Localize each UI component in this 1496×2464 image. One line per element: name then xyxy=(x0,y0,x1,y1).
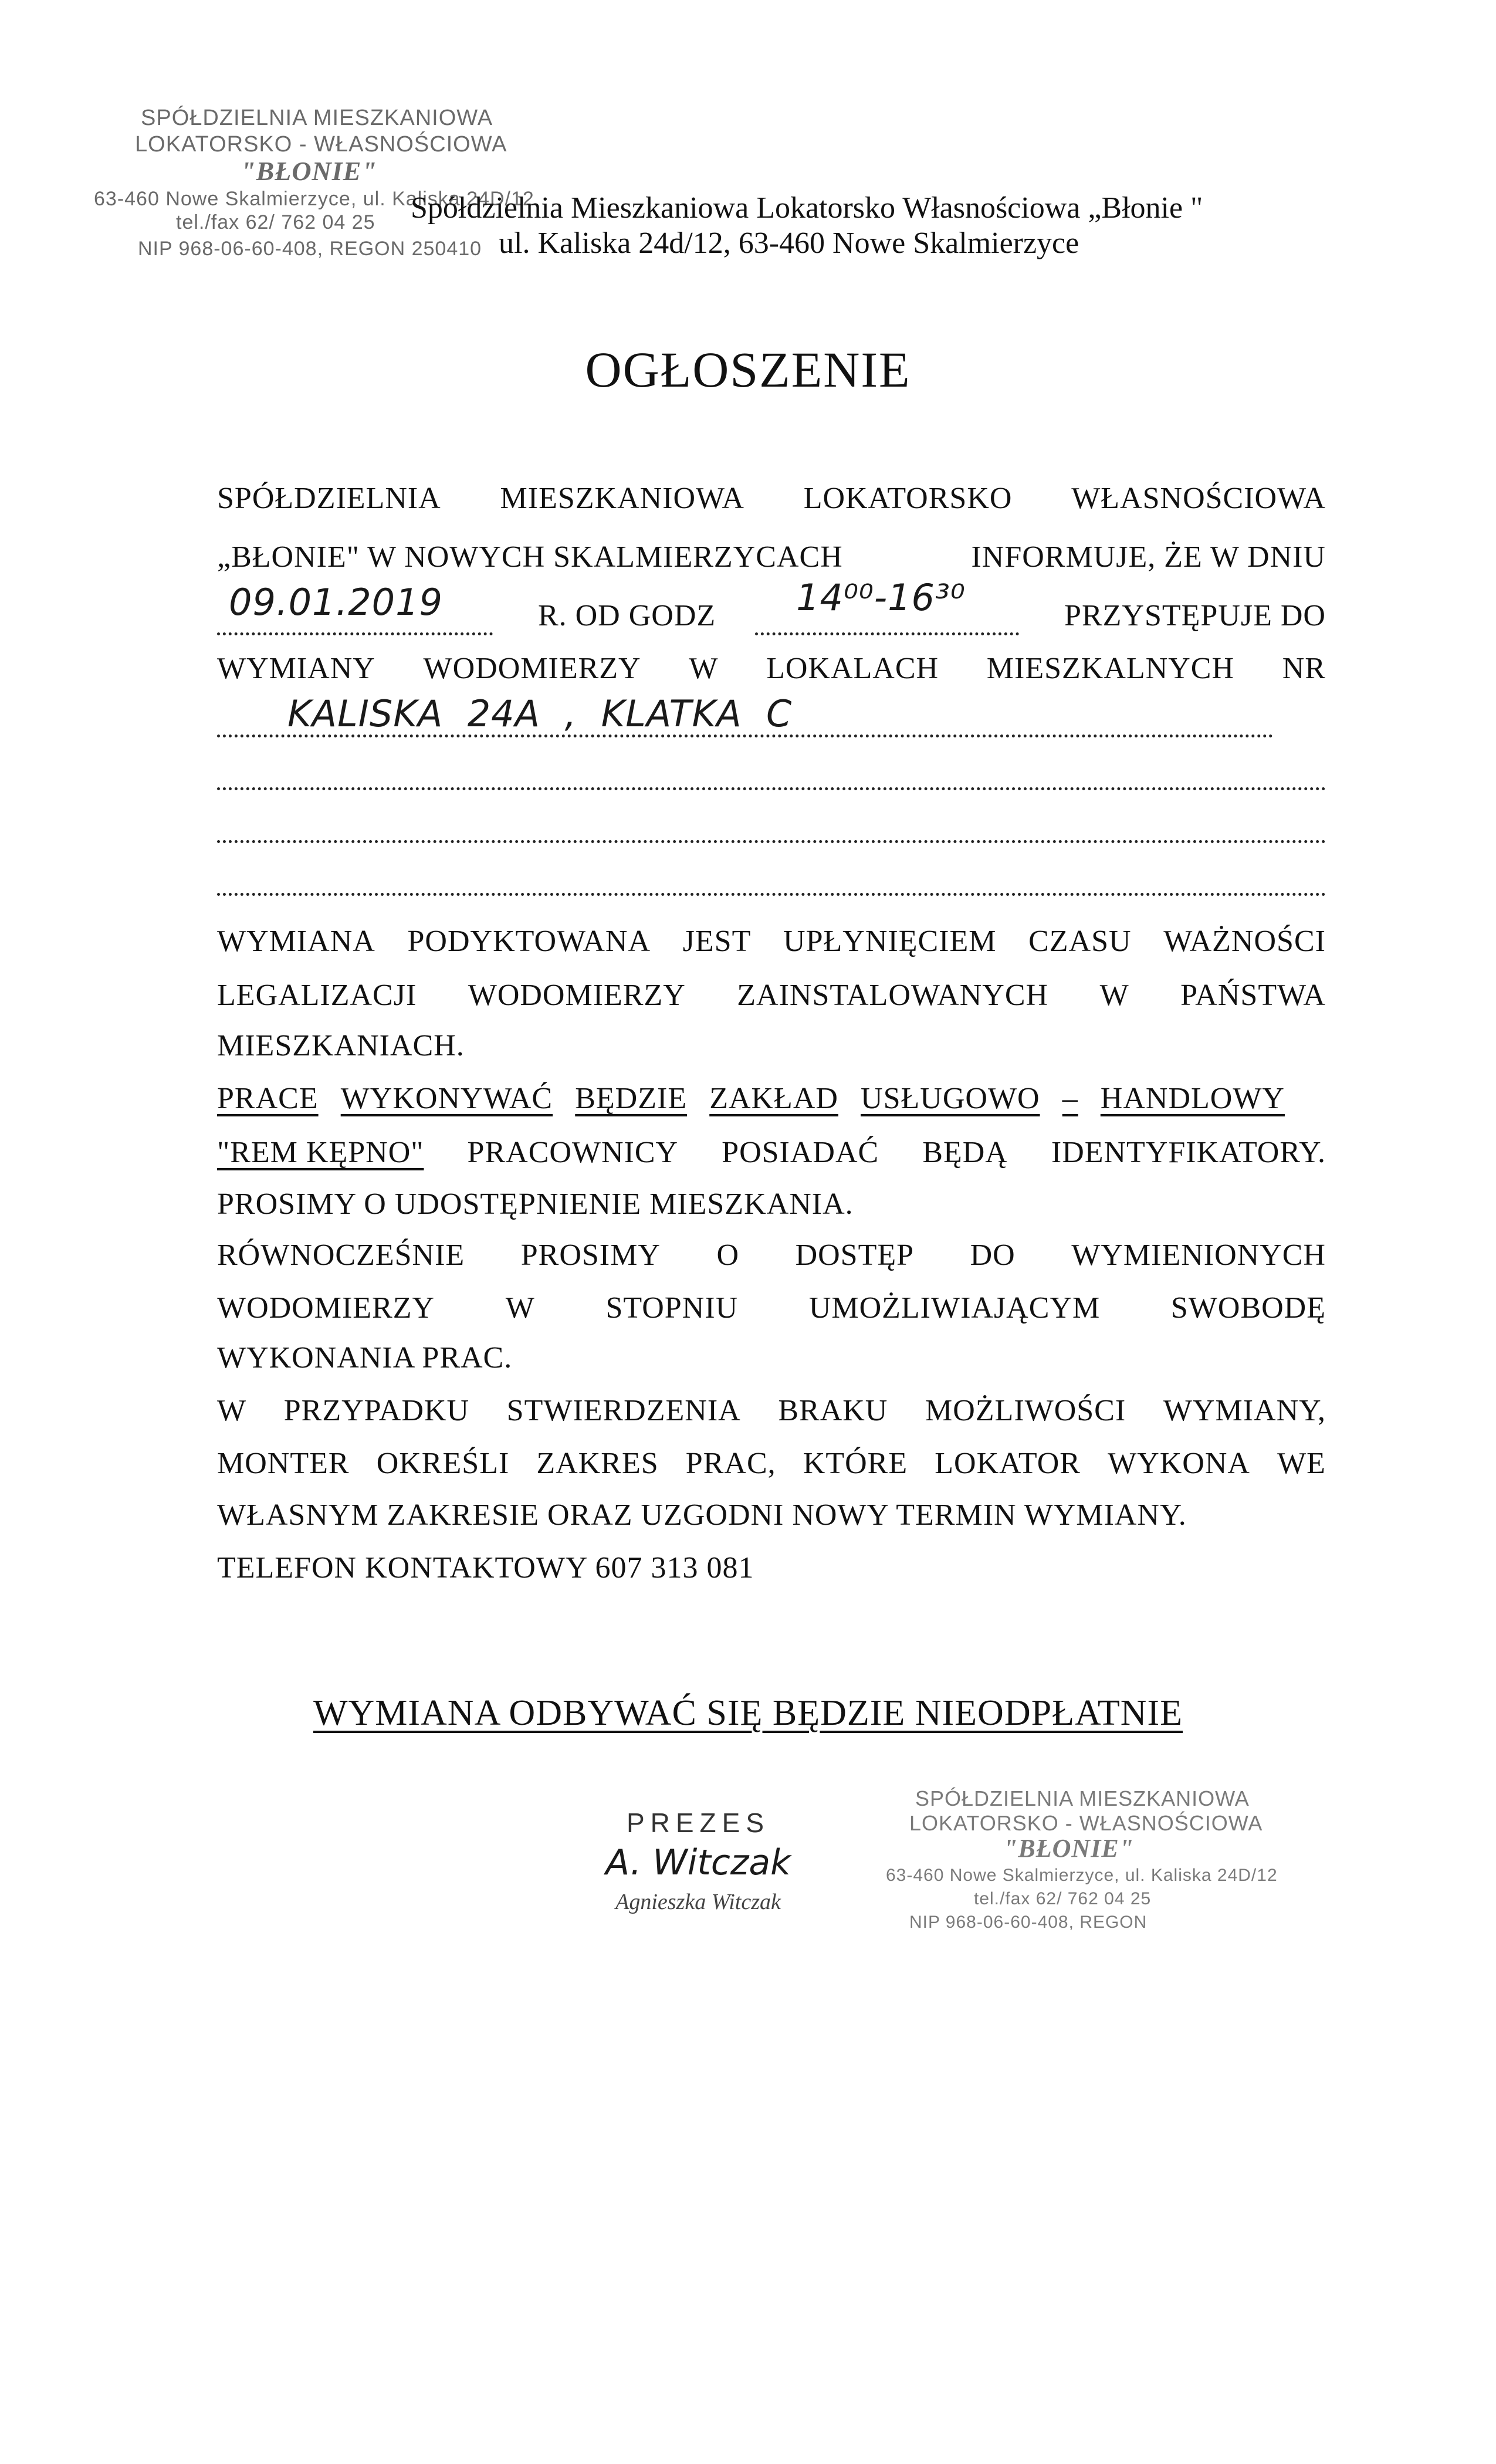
stamp-top-line4: 63-460 Nowe Skalmierzyce, ul. Kaliska 24D/12 xyxy=(94,188,534,210)
location-field xyxy=(217,692,1273,745)
body-word: BĘDZIE xyxy=(575,1082,688,1115)
body-word: LOKATOR xyxy=(935,1447,1081,1480)
company-name: "REM KĘPNO" xyxy=(217,1136,424,1169)
body-word: POSIADAĆ xyxy=(722,1136,879,1169)
stamp-bottom-line6: NIP 968-06-60-408, REGON xyxy=(909,1913,1148,1932)
body-word: OKREŚLI xyxy=(376,1447,510,1480)
from-hour-label: R. OD GODZ xyxy=(537,599,716,632)
stamp-bottom-line1: SPÓŁDZIELNIA MIESZKANIOWA xyxy=(915,1786,1250,1810)
org-name: Spółdzielnia Mieszkaniowa Lokatorsko Własnościowa „Błonie " xyxy=(411,191,1203,225)
body-row xyxy=(217,1446,1326,1481)
body-word: HANDLOWY xyxy=(1100,1082,1285,1115)
body-word: PAŃSTWA xyxy=(1180,979,1326,1012)
signature-role: PREZES xyxy=(626,1808,770,1838)
body-row xyxy=(217,1187,1326,1221)
body-word: ZAINSTALOWANYCH xyxy=(737,979,1049,1012)
body-row xyxy=(217,1498,1326,1532)
body-line: WŁASNYM ZAKRESIE ORAZ UZGODNI NOWY TERMIN WYMIANY. xyxy=(217,1498,1187,1532)
body-text xyxy=(217,924,1326,1628)
blank-line-4 xyxy=(217,893,1326,896)
body-word: KTÓRE xyxy=(803,1447,908,1480)
body-word: WYKONYWAĆ xyxy=(340,1082,553,1115)
body-word: WYMIANY, xyxy=(1163,1394,1326,1427)
body-word: WYMIANA xyxy=(217,925,375,958)
body-word: BRAKU xyxy=(778,1394,888,1427)
body-word: MONTER xyxy=(217,1447,350,1480)
body-word: UPŁYNIĘCIEM xyxy=(783,925,997,958)
date-field xyxy=(217,581,499,633)
stamp-bottom-line4: 63-460 Nowe Skalmierzyce, ul. Kaliska 24D/12 xyxy=(886,1866,1278,1885)
body-word: CZASU xyxy=(1028,925,1132,958)
body-row xyxy=(217,924,1326,959)
body-word: PRZYPADKU xyxy=(283,1394,470,1427)
intro-paragraph xyxy=(217,481,1326,745)
proceeds-label: PRZYSTĘPUJE DO xyxy=(1064,599,1326,632)
time-field xyxy=(755,576,1025,633)
page-title: OGŁOSZENIE xyxy=(585,341,911,398)
signature-block xyxy=(563,1807,833,1959)
body-word: WYMIENIONYCH xyxy=(1071,1238,1326,1272)
body-word: LEGALIZACJI xyxy=(217,979,417,1012)
intro-word: W xyxy=(689,652,719,685)
intro-row-3 xyxy=(217,576,1326,633)
intro-word: MIESZKANIOWA xyxy=(500,482,744,515)
body-line: PROSIMY O UDOSTĘPNIENIE MIESZKANIA. xyxy=(217,1187,854,1221)
body-word: PROSIMY xyxy=(520,1238,661,1272)
body-word: PODYKTOWANA xyxy=(407,925,651,958)
body-row-underlined xyxy=(217,1081,1285,1116)
body-word: BĘDĄ xyxy=(922,1136,1008,1169)
body-word: PRACE xyxy=(217,1082,319,1115)
stamp-top-line6: NIP 968-06-60-408, REGON 250410 xyxy=(138,238,482,260)
body-word: WE xyxy=(1277,1447,1326,1480)
body-row xyxy=(217,1551,1326,1585)
stamp-bottom-line5: tel./fax 62/ 762 04 25 xyxy=(974,1889,1152,1908)
stamp-top-line1: SPÓŁDZIELNIA MIESZKANIOWA xyxy=(141,106,493,130)
intro-org-place: „BŁONIE" W NOWYCH SKALMIERZYCACH xyxy=(217,540,843,574)
stamp-top-line2: LOKATORSKO - WŁASNOŚCIOWA xyxy=(135,132,507,157)
body-word: ZAKRES xyxy=(536,1447,659,1480)
body-word: STWIERDZENIA xyxy=(506,1394,741,1427)
body-word: W xyxy=(505,1291,535,1325)
stamp-top-line3: "BŁONIE" xyxy=(241,156,377,186)
body-word: WODOMIERZY xyxy=(217,1291,435,1325)
body-line: WYKONANIA PRAC. xyxy=(217,1341,513,1375)
blank-line-1 xyxy=(217,735,1273,737)
org-address: ul. Kaliska 24d/12, 63-460 Nowe Skalmierzyce xyxy=(499,226,1079,260)
body-row xyxy=(217,1393,1326,1428)
body-row xyxy=(217,1135,1326,1170)
intro-word: WODOMIERZY xyxy=(423,652,641,685)
body-word: WYKONA xyxy=(1108,1447,1250,1480)
blank-line-2 xyxy=(217,787,1326,790)
contact-phone: TELEFON KONTAKTOWY 607 313 081 xyxy=(217,1551,754,1585)
body-word: – xyxy=(1062,1082,1078,1115)
intro-row-1 xyxy=(217,481,1326,516)
free-of-charge-text: WYMIANA ODBYWAĆ SIĘ BĘDZIE NIEODPŁATNIE xyxy=(313,1693,1183,1733)
signature-scribble: A. Witczak xyxy=(605,1842,791,1883)
body-word: SWOBODĘ xyxy=(1170,1291,1326,1325)
body-word: W xyxy=(1099,979,1129,1012)
intro-row-2 xyxy=(217,540,1326,574)
stamp-bottom-line3: "BŁONIE" xyxy=(1003,1834,1135,1863)
body-word: PRACOWNICY xyxy=(467,1136,679,1169)
body-word: O xyxy=(716,1238,740,1272)
handwritten-location: KALISKA 24A , KLATKA C xyxy=(287,692,793,735)
body-word: W xyxy=(217,1394,247,1427)
intro-word: SPÓŁDZIELNIA xyxy=(217,482,441,515)
body-row xyxy=(217,1291,1326,1325)
handwritten-date: 09.01.2019 xyxy=(229,581,443,624)
body-row xyxy=(217,978,1326,1013)
intro-informs: INFORMUJE, ŻE W DNIU xyxy=(971,540,1326,574)
body-row xyxy=(217,1341,1326,1375)
body-word: WAŻNOŚCI xyxy=(1163,925,1326,958)
body-word: PRAC, xyxy=(685,1447,776,1480)
body-word: STOPNIU xyxy=(605,1291,739,1325)
body-row xyxy=(217,1238,1326,1272)
body-word: RÓWNOCZEŚNIE xyxy=(217,1238,465,1272)
body-word: ZAKŁAD xyxy=(709,1082,838,1115)
body-row xyxy=(217,1028,1326,1063)
intro-word: WYMIANY xyxy=(217,652,375,685)
free-of-charge-notice xyxy=(0,1693,1496,1734)
handwritten-time: 14⁰⁰-16³⁰ xyxy=(796,576,966,619)
body-word: JEST xyxy=(682,925,752,958)
body-word: UMOŻLIWIAJĄCYM xyxy=(808,1291,1101,1325)
intro-row-4 xyxy=(217,651,1326,686)
intro-word: MIESZKALNYCH xyxy=(986,652,1235,685)
body-word: DO xyxy=(970,1238,1016,1272)
stamp-top-line5: tel./fax 62/ 762 04 25 xyxy=(176,211,375,233)
stamp-bottom-line2: LOKATORSKO - WŁASNOŚCIOWA xyxy=(909,1811,1263,1835)
body-word: WODOMIERZY xyxy=(468,979,686,1012)
intro-word: LOKALACH xyxy=(766,652,939,685)
body-word: IDENTYFIKATORY. xyxy=(1051,1136,1326,1169)
intro-word: WŁASNOŚCIOWA xyxy=(1071,482,1326,515)
blank-line-3 xyxy=(217,840,1326,843)
stamp-bottom xyxy=(886,1786,1326,1962)
body-word: USŁUGOWO xyxy=(861,1082,1040,1115)
intro-word: NR xyxy=(1282,652,1326,685)
body-word: MOŻLIWOŚCI xyxy=(925,1394,1126,1427)
body-word: DOSTĘP xyxy=(795,1238,915,1272)
signature-name: Agnieszka Witczak xyxy=(615,1890,781,1914)
body-line: MIESZKANIACH. xyxy=(217,1029,465,1062)
intro-word: LOKATORSKO xyxy=(803,482,1013,515)
